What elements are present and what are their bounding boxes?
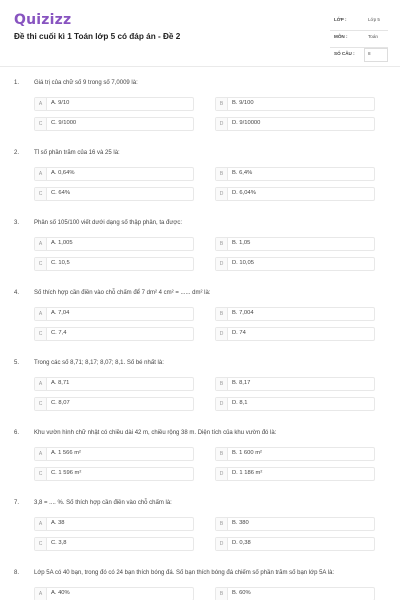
question-number: 6.: [14, 430, 20, 436]
option-text: D. 10,05: [232, 260, 254, 266]
question-1: [0, 80, 400, 150]
option-letter: D: [216, 118, 228, 130]
option-c[interactable]: [34, 397, 194, 411]
option-text: D. 1 186 m²: [232, 470, 263, 476]
option-a[interactable]: [34, 97, 194, 111]
option-b[interactable]: [215, 447, 375, 461]
option-d[interactable]: [215, 257, 375, 271]
meta-label: SỐ CÂU :: [334, 51, 355, 56]
option-letter: B: [216, 98, 228, 110]
option-letter: B: [216, 308, 228, 320]
question-text: Số thích hợp cần điền vào chỗ chấm để 7 dm² 4 cm² = ...... dm² là:: [34, 290, 211, 296]
option-b[interactable]: [215, 377, 375, 391]
option-b[interactable]: [215, 97, 375, 111]
option-b[interactable]: [215, 307, 375, 321]
option-letter: C: [35, 538, 47, 550]
quizizz-logo: Quizizz: [14, 12, 72, 28]
option-text: B. 1,05: [232, 240, 251, 246]
option-c[interactable]: [34, 467, 194, 481]
option-letter: B: [216, 448, 228, 460]
option-letter: A: [35, 168, 47, 180]
option-letter: C: [35, 398, 47, 410]
question-text: Khu vườn hình chữ nhật có chiều dài 42 m, chiều rộng 38 m. Diện tích của khu vườn đó là:: [34, 430, 277, 436]
option-letter: D: [216, 398, 228, 410]
question-7: [0, 500, 400, 570]
option-letter: D: [216, 468, 228, 480]
question-8: [0, 570, 400, 600]
worksheet-header: [0, 0, 400, 66]
option-text: A. 7,04: [51, 310, 70, 316]
option-text: D. 6,04%: [232, 190, 256, 196]
option-letter: A: [35, 588, 47, 600]
worksheet-title: Đề thi cuối kì 1 Toán lớp 5 có đáp án - Đề 2: [14, 32, 181, 41]
option-letter: A: [35, 518, 47, 530]
option-text: C. 7,4: [51, 330, 67, 336]
option-a[interactable]: [34, 167, 194, 181]
option-text: D. 0,38: [232, 540, 251, 546]
option-text: B. 9/100: [232, 100, 254, 106]
option-text: A. 40%: [51, 590, 70, 596]
option-text: C. 3,8: [51, 540, 67, 546]
option-text: C. 64%: [51, 190, 71, 196]
option-text: A. 38: [51, 520, 65, 526]
question-text: Trong các số 8,71; 8,17; 8,07; 8,1. Số bé nhất là:: [34, 360, 164, 366]
option-c[interactable]: [34, 117, 194, 131]
option-text: B. 60%: [232, 590, 251, 596]
option-letter: D: [216, 328, 228, 340]
option-text: A. 1 566 m²: [51, 450, 81, 456]
question-6: [0, 430, 400, 500]
meta-question-count: [330, 48, 388, 65]
question-2: [0, 150, 400, 220]
option-letter: D: [216, 538, 228, 550]
option-letter: C: [35, 468, 47, 480]
meta-value: 8: [368, 51, 371, 56]
option-letter: C: [35, 118, 47, 130]
question-text: Tỉ số phần trăm của 16 và 25 là:: [34, 150, 120, 156]
meta-value: Toán: [368, 34, 378, 39]
option-d[interactable]: [215, 467, 375, 481]
option-text: D. 74: [232, 330, 246, 336]
question-number: 4.: [14, 290, 20, 296]
question-number: 8.: [14, 570, 20, 576]
option-letter: C: [35, 328, 47, 340]
meta-label: MÔN :: [334, 34, 348, 39]
option-text: C. 10,5: [51, 260, 70, 266]
option-text: B. 7,004: [232, 310, 254, 316]
option-letter: C: [35, 258, 47, 270]
option-letter: A: [35, 448, 47, 460]
option-letter: D: [216, 188, 228, 200]
option-a[interactable]: [34, 517, 194, 531]
option-letter: B: [216, 238, 228, 250]
option-c[interactable]: [34, 327, 194, 341]
option-b[interactable]: [215, 237, 375, 251]
meta-grade: [330, 14, 388, 31]
option-b[interactable]: [215, 517, 375, 531]
option-letter: D: [216, 258, 228, 270]
option-c[interactable]: [34, 187, 194, 201]
option-text: A. 1,005: [51, 240, 73, 246]
question-number: 1.: [14, 80, 20, 86]
option-text: C. 8,07: [51, 400, 70, 406]
question-text: Giá trị của chữ số 9 trong số 7,0009 là:: [34, 80, 138, 86]
option-letter: B: [216, 518, 228, 530]
option-text: D. 8,1: [232, 400, 248, 406]
option-text: C. 9/1000: [51, 120, 77, 126]
option-letter: C: [35, 188, 47, 200]
option-letter: A: [35, 238, 47, 250]
meta-label: LỚP :: [334, 17, 347, 22]
option-c[interactable]: [34, 537, 194, 551]
option-letter: B: [216, 378, 228, 390]
option-text: D. 9/10000: [232, 120, 261, 126]
option-text: A. 8,71: [51, 380, 70, 386]
option-text: B. 380: [232, 520, 249, 526]
option-a[interactable]: [34, 447, 194, 461]
meta-subject: [330, 31, 388, 48]
option-text: B. 1 600 m²: [232, 450, 262, 456]
option-a[interactable]: [34, 377, 194, 391]
header-divider: [0, 66, 400, 67]
option-letter: A: [35, 308, 47, 320]
option-letter: B: [216, 168, 228, 180]
option-letter: A: [35, 98, 47, 110]
meta-value: Lớp 5: [368, 17, 380, 22]
question-4: [0, 290, 400, 360]
question-text: 3,8 = .... %. Số thích hợp cần điền vào chỗ chấm là:: [34, 500, 172, 506]
option-d[interactable]: [215, 537, 375, 551]
question-text: Lớp 5A có 40 bạn, trong đó có 24 bạn thích bóng đá. Số bạn thích bóng đá chiếm số phần trăm số bạn lớp 5A là:: [34, 570, 335, 576]
option-a[interactable]: [34, 237, 194, 251]
question-text: Phân số 105/100 viết dưới dạng số thập phân, ta được:: [34, 220, 183, 226]
question-number: 7.: [14, 500, 20, 506]
option-letter: A: [35, 378, 47, 390]
question-number: 2.: [14, 150, 20, 156]
option-text: A. 9/10: [51, 100, 70, 106]
option-a[interactable]: [34, 307, 194, 321]
option-b[interactable]: [215, 587, 375, 600]
question-5: [0, 360, 400, 430]
option-b[interactable]: [215, 167, 375, 181]
option-d[interactable]: [215, 117, 375, 131]
option-text: B. 6,4%: [232, 170, 253, 176]
option-d[interactable]: [215, 397, 375, 411]
option-a[interactable]: [34, 587, 194, 600]
option-d[interactable]: [215, 327, 375, 341]
question-number: 5.: [14, 360, 20, 366]
worksheet-meta: [330, 14, 388, 65]
question-number: 3.: [14, 220, 20, 226]
option-letter: B: [216, 588, 228, 600]
option-text: B. 8,17: [232, 380, 251, 386]
option-c[interactable]: [34, 257, 194, 271]
option-d[interactable]: [215, 187, 375, 201]
option-text: C. 1 596 m²: [51, 470, 82, 476]
question-3: [0, 220, 400, 290]
option-text: A. 0,64%: [51, 170, 75, 176]
